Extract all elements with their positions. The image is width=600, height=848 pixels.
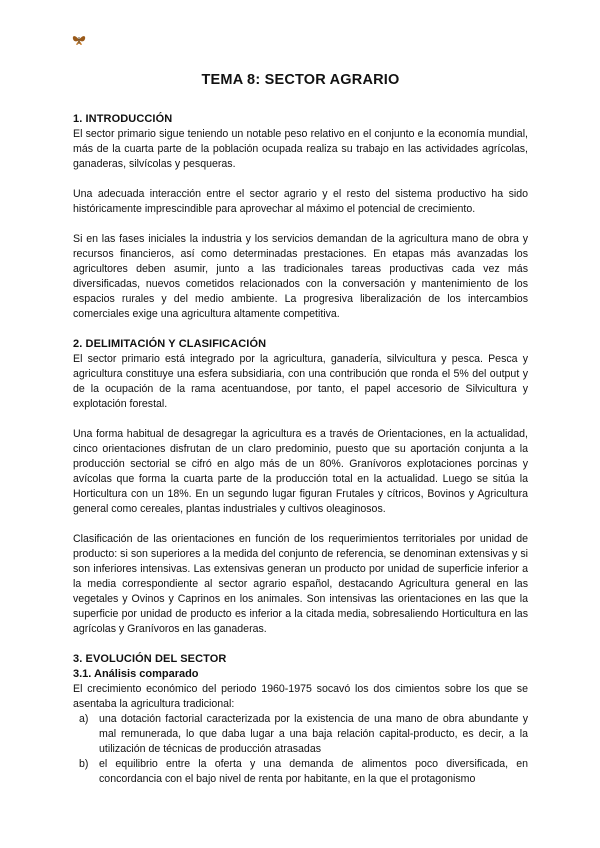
section-heading-introduccion: 1. INTRODUCCIÓN <box>73 113 173 125</box>
ordered-list <box>73 712 528 787</box>
paragraph: Una adecuada interacción entre el sector agrario y el resto del sistema productivo ha sido históricamente imprescindible para aprovechar al máximo el potencial de crecimiento. <box>73 188 528 215</box>
paragraph: El sector primario está integrado por la agricultura, ganadería, silvicultura y pesca. Pesca y agricultura constituye una esfera subsidiaria, con una contribución que ronda el 5% del output y de la ocupación de la rama acentuandose, por tanto, el papel accesorio de Silvicultura y explotación forestal. <box>73 353 528 410</box>
list-marker: b) <box>79 758 89 770</box>
document-title: TEMA 8: SECTOR AGRARIO <box>201 72 400 88</box>
list-item-text: el equilibrio entre la oferta y una demanda de alimentos poco diversificada, en concordancia con el bajo nivel de renta por habitante, en la que el protagonismo <box>99 758 528 785</box>
document-page <box>73 62 528 787</box>
paragraph: El sector primario sigue teniendo un notable peso relativo en el conjunto e la economía mundial, más de la cuarta parte de la población ocupada realiza su trabajo en las actividades agrícolas, ganaderas, silvícolas y pesqueras. <box>73 128 528 170</box>
list-marker: a) <box>79 713 89 725</box>
list-item <box>73 712 528 757</box>
section-heading-delimitacion: 2. DELIMITACIÓN Y CLASIFICACIÓN <box>73 338 267 350</box>
butterfly-logo-icon <box>72 34 86 46</box>
list-item <box>73 757 528 787</box>
paragraph: Si en las fases iniciales la industria y los servicios demandan de la agricultura mano de obra y recursos financieros, así como determinadas prestaciones. En etapas más avanzadas los agricultores deben asumir, junto a las tradicionales tareas productivas cada vez más diversificadas, nuevos cometidos relacionados con la conversación y mantenimiento de los espacios rurales y del medio ambiente. La progresiva liberalización de los intercambios comerciales exige una agricultura altamente competitiva. <box>73 233 528 320</box>
section-heading-evolucion: 3. EVOLUCIÓN DEL SECTOR <box>73 653 227 665</box>
subsection-heading-analisis: 3.1. Análisis comparado <box>73 668 199 680</box>
list-item-text: una dotación factorial caracterizada por la existencia de una mano de obra abundante y mal remunerada, lo que daba lugar a una baja relación capital-producto, es decir, a la utilización de técnicas de producción atrasadas <box>99 713 528 755</box>
paragraph: Clasificación de las orientaciones en función de los requerimientos territoriales por unidad de producto: si son superiores a la medida del conjunto de referencia, se denominan extensivas y si son inferiores intensivas. Las extensivas generan un producto por unidad de superficie inferior a la media correspondiente al sector agrario español, destacando Agricultura general en las vegetales y Ovinos y Caprinos en los animales. Son intensivas las orientaciones en las que la superficie por unidad de producto es inferior a la citada media, sobresaliendo Horticultura en las agrícolas y Granívoros en las ganaderas. <box>73 533 528 635</box>
paragraph: El crecimiento económico del periodo 1960-1975 socavó los dos cimientos sobre los que se asentaba la agricultura tradicional: <box>73 683 528 710</box>
paragraph: Una forma habitual de desagregar la agricultura es a través de Orientaciones, en la actualidad, cinco orientaciones disfrutan de un claro predominio, puesto que su aportación conjunta a la producción sectorial se cifró en algo más de un 80%. Granívoros explotaciones porcinas y avícolas que forma la cuarta parte de la producción total en la actualidad. Luego se sitúa la Horticultura con un 18%. En un segundo lugar figuran Frutales y cítricos, Bovinos y Agricultura general como cereales, plantas industriales y cultivos oleaginosos. <box>73 428 528 515</box>
